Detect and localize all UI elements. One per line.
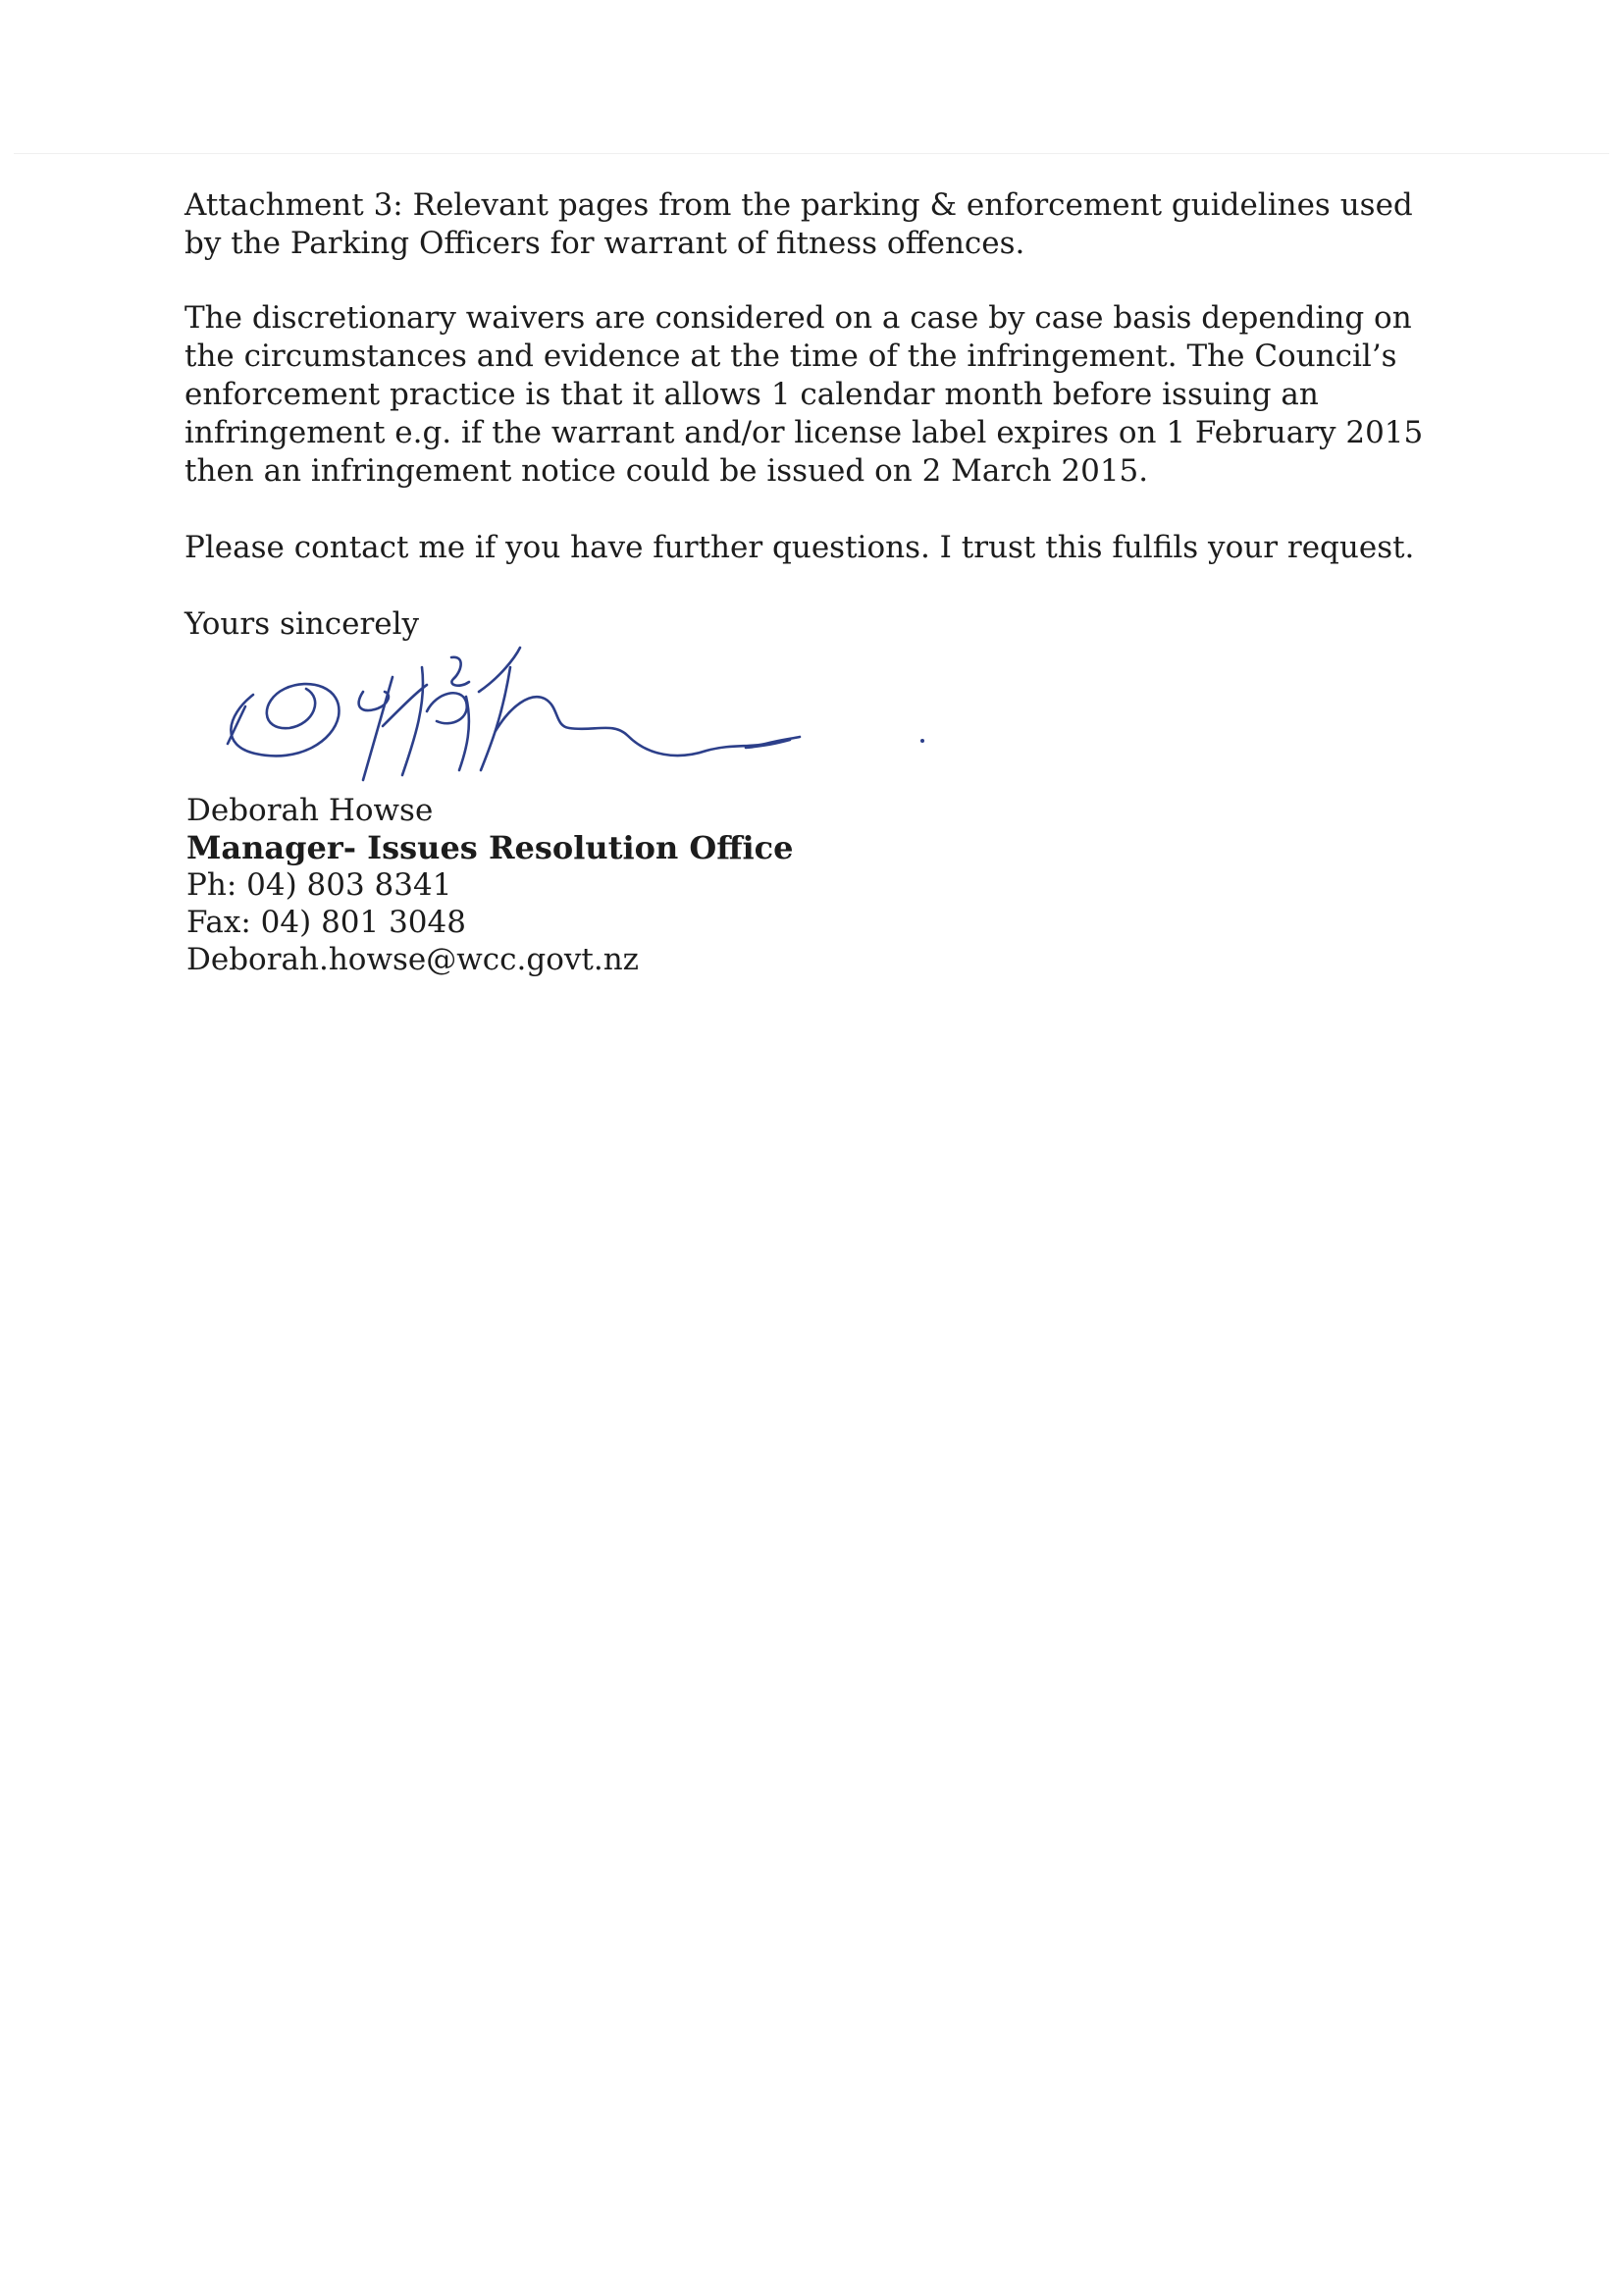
closing-salutation: Yours sincerely (184, 606, 420, 642)
signatory-name: Deborah Howse (186, 793, 434, 828)
contact-paragraph: Please contact me if you have further questions. I trust this fulfils your request. (184, 530, 1415, 565)
letter-body (184, 186, 1440, 644)
page-top-rule (14, 153, 1609, 154)
signatory-email: Deborah.howse@wcc.govt.nz (186, 942, 639, 977)
attachment-paragraph: Attachment 3: Relevant pages from the parking & enforcement guidelines used by the Parking Officers for warrant of fitness offences. (184, 187, 1413, 261)
handwritten-signature (216, 638, 942, 785)
signatory-phone: Ph: 04) 803 8341 (186, 867, 452, 903)
signatory-title: Manager- Issues Resolution Office (186, 829, 794, 866)
enforcement-paragraph: The discretionary waivers are considered on a case by case basis depending on the circumstances and evidence at the time of the infringement. The Council’s enforcement practice is that it allows 1 calendar month before issuing an infringement e.g. if the warrant and/or license label expires on 1 February 2015 then an infringement notice could be issued on 2 March 2015. (184, 300, 1424, 489)
signatory-block (186, 792, 1070, 978)
signatory-fax: Fax: 04) 801 3048 (186, 905, 466, 940)
